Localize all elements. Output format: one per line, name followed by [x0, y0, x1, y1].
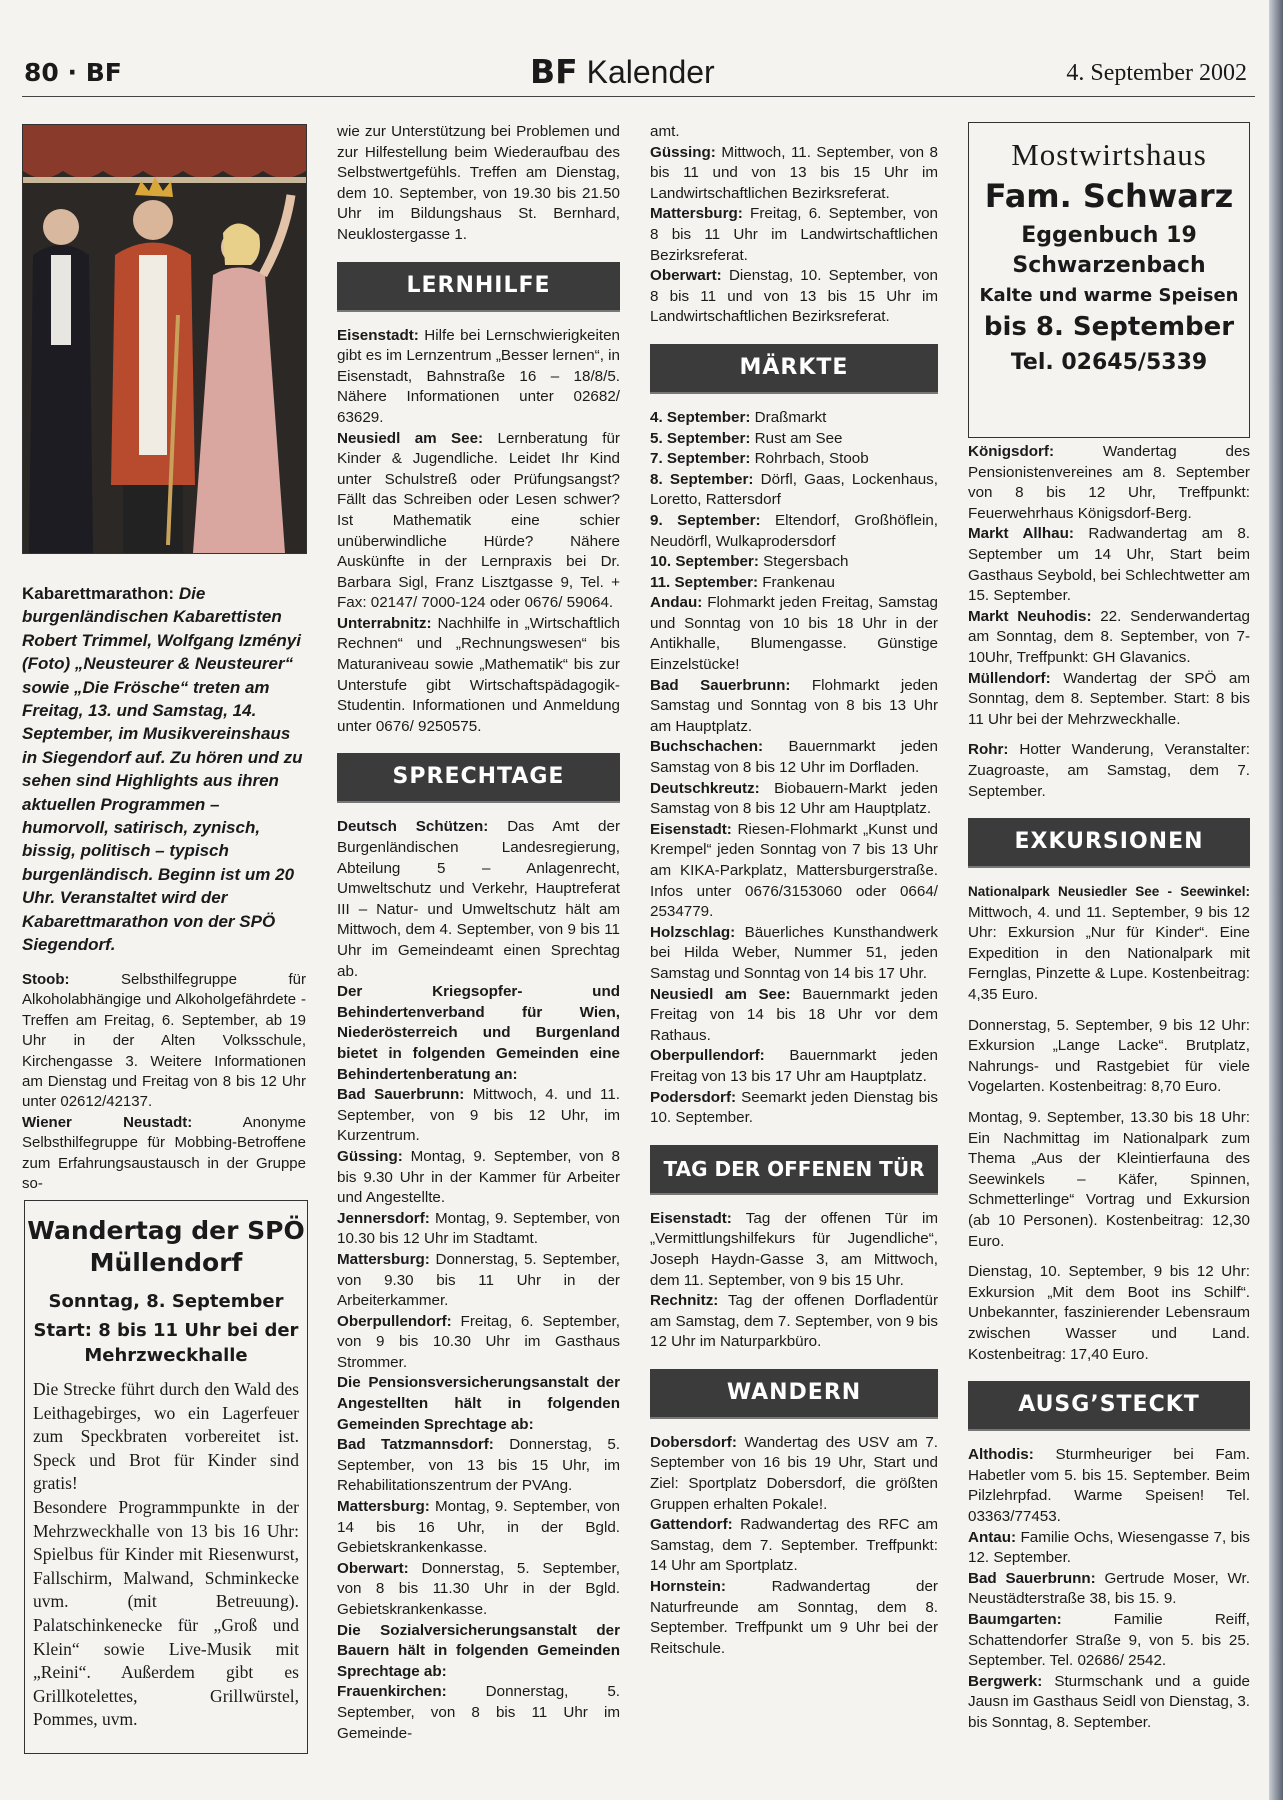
ad-start: Start: 8 bis 11 Uhr bei der Mehrzweckhalle — [33, 1320, 299, 1366]
ad-date: Sonntag, 8. September — [48, 1291, 284, 1312]
entry — [337, 614, 620, 738]
entry-date: 7. September: — [650, 450, 751, 468]
section-band-lernhilfe: LERNHILFE — [337, 262, 620, 312]
section-title: Kalender — [586, 54, 715, 90]
entry-text: Frankenau — [758, 573, 835, 591]
entry-text: Donnerstag, 5. September, von 13 bis 15 Uhr, im Rehabilitationszentrum der PVAng. — [337, 1436, 620, 1495]
entry-text: Donnerstag, 5. September, von 8 bis 11.30 Uhr in der Bgld. Gebietskrankenkasse. — [337, 1559, 620, 1618]
entry-text: Tag der offenen Tür im „Vermittlungshilfekurs für Jugendliche“, Joseph Haydn-Gasse 3, am Mittwoch, dem 11. September, von 9 bis 15 Uhr. — [650, 1209, 938, 1289]
entry-bold: Die Pensionsversicherungsanstalt der Angestellten hält in folgenden Gemeinden Sprechtage ab: — [337, 1374, 620, 1433]
entry-text: Montag, 9. September, von 10.30 bis 12 Uhr im Stadtamt. — [337, 1209, 620, 1248]
entry: Donnerstag, 5. September, 9 bis 12 Uhr: Exkursion „Lange Lacke“. Brutplatz, Nahrungs- und Rastgebiet für viele Vogelarten. Kostenbeitrag: 8,70 Euro. — [968, 1016, 1250, 1096]
entry-text: Radwandertag am 8. September um 14 Uhr, Start beim Gasthaus Seybold, bei Schlechtwetter am 15. September. — [968, 525, 1250, 605]
entry — [337, 429, 620, 614]
entry-date: 9. September: — [650, 511, 761, 529]
entry-place: Oberpullendorf: — [337, 1312, 452, 1330]
ad-mostwirtshaus — [968, 122, 1250, 438]
entry — [968, 1445, 1250, 1527]
entry — [650, 1515, 938, 1577]
entry-heading — [337, 982, 620, 1085]
entry-text: Selbsthilfegruppe für Alkoholabhängige und Alkoholgefährdete - Treffen am Freitag, 6. September, ab 19 Uhr in der Alten Volksschule, Kirchengasse 3. Weitere Informationen am Dienstag und Freitag von 8 bis 12 Uhr unter 02612/42137. — [22, 971, 306, 1111]
ad-body — [25, 1378, 307, 1732]
ad-paragraph: Besondere Programmpunkte in der Mehrzweckhalle von 13 bis 16 Uhr: Spielbus für Kinder mit Riesenwurst, Fallschirm, Malwand, Schminkecke uvm. (mit Betreuung). Palatschinkenecke für „Groß und Klein“ sowie Live-Musik mit „Reini“. Außerdem gibt es Grillkotelettes, Grillwürstel, Pommes, uvm. — [33, 1496, 299, 1730]
entry-place: Baumgarten: — [968, 1610, 1062, 1628]
entry-place: Bad Tatzmannsdorf: — [337, 1436, 494, 1454]
entry-place: Königsdorf: — [968, 443, 1055, 460]
entry-place: Oberwart: — [650, 267, 722, 285]
section-band-exkursionen: EXKURSIONEN — [968, 818, 1250, 868]
entry-place: Deutsch Schützen: — [337, 818, 489, 836]
entry — [968, 1569, 1250, 1610]
section-band-sprechtage: SPRECHTAGE — [337, 753, 620, 803]
entry-text: Freitag, 6. September, von 9 bis 10.30 Uhr im Gasthaus Strommer. — [337, 1312, 620, 1371]
entry — [650, 923, 938, 985]
entry-text: Radwandertag des RFC am Samstag, dem 7. September. Treffpunkt: 14 Uhr am Sportplatz. — [650, 1516, 938, 1575]
ad-line: Kalte und warme Speisen — [979, 285, 1239, 306]
entry-place: Markt Allhau: — [968, 525, 1074, 543]
entry — [968, 740, 1250, 802]
entry — [650, 1577, 938, 1659]
entry-text: Rust am See — [750, 429, 843, 447]
entry-place: Rechnitz: — [650, 1292, 719, 1310]
entry — [650, 1433, 938, 1515]
entry — [337, 817, 620, 982]
entry-text: Biobauern-Markt jeden Samstag von 8 bis 12 Uhr am Hauptplatz. — [650, 779, 938, 818]
entry-text: Bäuerliches Kunsthandwerk bei Hilda Weber, Nummer 51, jeden Samstag und Sonntag von 14 bis 17 Uhr. — [650, 923, 938, 982]
entry-text: Stegersbach — [758, 553, 849, 571]
entry-place: Eisenstadt: — [337, 326, 419, 344]
photo-illustration — [23, 125, 306, 553]
ad-phone: Tel. 02645/5339 — [1010, 350, 1208, 375]
kabarett-caption — [22, 582, 306, 957]
entry-place: Buchschachen: — [650, 738, 764, 756]
entry-text: Gertrude Moser, Wr. Neustädterstraße 38, bis 15. 9. — [968, 1569, 1250, 1608]
entry-text: Hotter Wanderung, Veranstalter: Zuagroaste, am Samstag, dem 7. September. — [968, 741, 1250, 800]
entry — [650, 511, 938, 552]
entry-place: Bad Sauerbrunn: — [968, 1569, 1096, 1587]
entry-place: Güssing: — [337, 1147, 403, 1165]
entry — [968, 1610, 1250, 1672]
entry-bold: Die Sozialversicherungsanstalt der Bauern hält in folgenden Gemeinden Sprechtage ab: — [337, 1621, 620, 1680]
entry-place: Althodis: — [968, 1446, 1034, 1464]
entry — [650, 552, 938, 573]
entry-place: Hornstein: — [650, 1578, 726, 1596]
entry — [968, 1672, 1250, 1734]
entry-date: 10. September: — [650, 553, 759, 571]
entry — [650, 204, 938, 266]
entry-place: Bad Sauerbrunn: — [337, 1086, 465, 1104]
section-header — [530, 52, 715, 91]
entry-place: Eisenstadt: — [650, 1209, 732, 1227]
caption-text: Die burgenländischen Kabarettisten Robert Trimmel, Wolfgang Izményi (Foto) „Neusteurer & Neusteurer“ sowie „Die Frösche“ treten am Freitag, 13. und Samstag, 14. September, im Musikvereinshaus in Siegendorf auf. Zu hören und zu sehen sind Highlights aus ihren aktuellen Programmen – humorvoll, satirisch, zynisch, bissig, politisch – typisch burgenländisch. Beginn ist um 20 Uhr. Veranstaltet wird der Kabarettmarathon von der SPÖ Siegendorf. — [22, 584, 303, 955]
ad-line: Eggenbuch 19 — [1021, 223, 1197, 248]
entry-place: Neusiedl am See: — [650, 985, 791, 1003]
column-1-entries — [22, 970, 306, 1194]
entry — [968, 882, 1250, 1006]
entry-place: Mattersburg: — [337, 1250, 430, 1268]
entry-text: Familie Ochs, Wiesengasse 7, bis 12. September. — [968, 1528, 1250, 1567]
section-band-offene-tuer: TAG DER OFFENEN TÜR — [650, 1145, 938, 1195]
entry — [337, 1682, 620, 1744]
entry — [650, 266, 938, 328]
entry — [650, 408, 938, 429]
entry-place: Rohr: — [968, 741, 1009, 759]
entry-place: Andau: — [650, 594, 703, 612]
entry-text: Mittwoch, 4. und 11. September, von 9 bis 12 Uhr, im Kurzentrum. — [337, 1086, 620, 1145]
entry-text: Flohmarkt jeden Freitag, Samstag und Sonntag von 10 bis 18 Uhr in der Antikhalle, Blumengasse. Günstige Einzelstücke! — [650, 594, 938, 674]
entry-text: Lernberatung für Kinder & Jugendliche. Leidet Ihr Kind unter Schulstreß oder Prüfungsangst? Fällt das Schreiben oder Lesen schwer? Ist Mathematik eine schier unüberwindliche Hürde? Nähere Auskünfte in der Lernpraxis bei Dr. Barbara Sigl, Franz Lisztgasse 9, Tel. + Fax: 02147/ 7000-124 oder 0676/ 59064. — [337, 429, 620, 612]
entry — [650, 1046, 938, 1087]
entry-place: Mattersburg: — [337, 1498, 430, 1516]
entry-place: Bad Sauerbrunn: — [650, 676, 791, 694]
entry-text: Sturmschank und a guide Jausn im Gasthaus Seidl von Dienstag, 3. bis Sonntag, 8. September. — [968, 1672, 1250, 1731]
entry-wiener-neustadt — [22, 1113, 306, 1195]
section-band-ausgsteckt: AUSG’STECKT — [968, 1381, 1250, 1431]
entry-text: Dörfl, Gaas, Lockenhaus, Loretto, Rattersdorf — [650, 470, 938, 509]
entry-place: Mattersburg: — [650, 205, 743, 223]
ad-line: Mostwirtshaus — [1011, 137, 1207, 172]
entry-text: Mittwoch, 4. und 11. September, 9 bis 12 Uhr: Exkursion „Nur für Kinder“. Eine Expedition in den Nationalpark mit Fernglas, Pinzette & Lupe. Kostenbeitrag: 4,35 Euro. — [968, 903, 1250, 1004]
entry-text: Montag, 9. September, von 8 bis 9.30 Uhr in der Kammer für Arbeiter und Angestellte. — [337, 1147, 620, 1207]
entry-place: Unterrabnitz: — [337, 614, 432, 632]
ad-line: Schwarzenbach — [1012, 253, 1206, 278]
entry-place: Gattendorf: — [650, 1516, 733, 1534]
entry-place: Neusiedl am See: — [337, 429, 484, 447]
entry — [337, 1435, 620, 1497]
section-band-wandern: WANDERN — [650, 1369, 938, 1419]
entry-text: Bauernmarkt jeden Freitag von 13 bis 17 Uhr am Hauptplatz. — [650, 1047, 938, 1085]
entry-place: Jennersdorf: — [337, 1209, 430, 1227]
column-2 — [337, 122, 620, 1744]
entry-place: Deutschkreutz: — [650, 779, 760, 797]
entry-place: Antau: — [968, 1528, 1017, 1546]
entry-date: 4. September: — [650, 408, 751, 426]
entry-text: Hilfe bei Lernschwierigkeiten gibt es im Lernzentrum „Besser lernen“, in Eisenstadt, Bahnstraße 16 – 18/8/5. Nähere Informationen unter 02682/ 63629. — [337, 326, 620, 426]
entry-text: Familie Reiff, Schattendorfer Straße 9, von 5. bis 25. September. Tel. 02686/ 2542. — [968, 1610, 1250, 1670]
entry-place: Müllendorf: — [968, 669, 1051, 687]
entry-text: Wandertag der SPÖ am Sonntag, dem 8. September. Start: 8 bis 11 Uhr bei der Mehrzweckhalle. — [968, 669, 1250, 728]
entry-date: 8. September: — [650, 470, 754, 488]
entry-place: Bergwerk: — [968, 1672, 1043, 1690]
entry — [337, 1250, 620, 1312]
entry — [968, 607, 1250, 669]
entry — [650, 820, 938, 923]
entry — [968, 1528, 1250, 1569]
entry-text: Freitag, 6. September, von 8 bis 11 Uhr im Landwirtschaftlichen Bezirksreferat. — [650, 205, 938, 264]
entry-text: Tag der offenen Dorfladentür am Samstag, dem 7. September, von 9 bis 12 Uhr im Naturparkbüro. — [650, 1292, 938, 1351]
entry — [968, 669, 1250, 731]
page-number: 80 · BF — [24, 58, 122, 87]
entry: Montag, 9. September, 13.30 bis 18 Uhr: Ein Nachmittag im Nationalpark zum Thema „Aus der Kleintierfauna des Seewinkels – Käfer, Spinnen, Schmetterlinge“ Vortrag und Exkursion (ab 10 Personen). Kostenbeitrag: 12,30 Euro. — [968, 1109, 1250, 1250]
entry-text: Bauernmarkt jeden Samstag von 8 bis 12 Uhr im Dorfladen. — [650, 738, 938, 777]
ad-line: Fam. Schwarz — [984, 177, 1234, 215]
entry-place: Frauenkirchen: — [337, 1683, 447, 1701]
entry-text: Dienstag, 10. September, von 8 bis 11 und von 13 bis 15 Uhr im Landwirtschaftlichen Bezirksreferat. — [650, 267, 938, 326]
entry-text: Nachhilfe in „Wirtschaftlich Rechnen“ und „Rechnungswesen“ bis Maturaniveau sowie „Mathematik“ bis zur Unterstufe gibt Wirtschaftspädagogik-Studentin. Informationen und Anmeldung unter 0676/ 9250575. — [337, 614, 620, 735]
continued-text: wie zur Unterstützung bei Problemen und zur Hilfestellung beim Wiederaufbau des Selbstwertgefühls. Treffen am Dienstag, dem 10. September, von 19.30 bis 21.50 Uhr im Bildungshaus St. Bernhard, Neuklostergasse 1. — [337, 123, 620, 243]
entry — [650, 985, 938, 1047]
caption-lead: Kabarettmarathon: — [22, 584, 175, 603]
entry-text: Das Amt der Burgenländischen Landesregierung, Abteilung 5 – Anlagenrecht, Umweltschutz und Verkehr, Hauptreferat III – Natur- und Umweltschutz hält am Mittwoch, dem 4. September, von 9 bis 11 Uhr im Gemeindeamt einen Sprechtag ab. — [337, 818, 621, 980]
ad-paragraph: Die Strecke führt durch den Wald des Leithagebirges, wo ein Lagerfeuer zum Speckbraten vorbereitet ist. Speck und Brot für Kinder sind gratis! — [33, 1379, 299, 1494]
entry — [650, 676, 938, 738]
entry — [650, 1209, 938, 1291]
entry-text: Flohmarkt jeden Samstag und Sonntag von 8 bis 13 Uhr am Hauptplatz. — [650, 676, 938, 735]
entry-place: Dobersdorf: — [650, 1433, 737, 1451]
entry-text: Wandertag des USV am 7. September von 16 bis 19 Uhr, Start und Ziel: Sportplatz Dobersdorf, die größten Gruppen erhalten Pokale!. — [650, 1433, 938, 1513]
entry-text: 22. Senderwandertag am Sonntag, dem 8. September, von 7-10Uhr, Treffpunkt: GH Glavanics. — [968, 607, 1250, 666]
ad-line: bis 8. September — [983, 312, 1235, 342]
entry-text: Donnerstag, 5. September, von 9.30 bis 11 Uhr in der Arbeiterkammer. — [337, 1250, 620, 1310]
entry — [968, 442, 1250, 524]
entry-text: Seemarkt jeden Dienstag bis 10. September. — [650, 1088, 938, 1127]
entry — [650, 449, 938, 470]
entry — [650, 593, 938, 675]
entry: Dienstag, 10. September, 9 bis 12 Uhr: Exkursion „Mit dem Boot ins Schilf“. Unbekannter, faszinierender Lebensraum zwischen Wasser und Land. Kostenbeitrag: 17,40 Euro. — [968, 1263, 1250, 1363]
entry — [650, 737, 938, 778]
header-rule — [22, 96, 1255, 97]
continued-text: amt. — [650, 123, 680, 140]
entry-place: Oberwart: — [337, 1559, 409, 1577]
issue-date: 4. September 2002 — [1066, 60, 1247, 86]
entry-text: Radwandertag der Naturfreunde am Sonntag, dem 8. September. Treffpunkt um 9 Uhr bei der Reitschule. — [650, 1578, 938, 1657]
entry-place: Eisenstadt: — [650, 820, 732, 838]
entry-place: Markt Neuhodis: — [968, 607, 1092, 625]
entry-heading — [337, 1621, 620, 1683]
entry-place: Holzschlag: — [650, 923, 736, 941]
entry — [968, 524, 1250, 606]
entry-place: Oberpullendorf: — [650, 1047, 765, 1065]
entry — [650, 573, 938, 594]
entry — [337, 1559, 620, 1621]
ad-title: Wandertag der SPÖ Müllendorf — [27, 1216, 305, 1277]
entry-place: Stoob: — [22, 971, 70, 988]
entry-date: 5. September: — [650, 429, 751, 447]
entry — [337, 326, 620, 429]
entry-text: Wandertag des Pensionistenvereines am 8. September von 8 bis 12 Uhr, Treffpunkt: Feuerwehrhaus Königsdorf-Berg. — [968, 443, 1250, 522]
entry-place: Podersdorf: — [650, 1088, 737, 1106]
ad-wandertag-muellendorf — [24, 1200, 308, 1754]
section-band-maerkte: MÄRKTE — [650, 344, 938, 394]
entry-bold: Der Kriegsopfer- und Behindertenverband für Wien, Niederösterreich und Burgenland bietet in folgenden Gemeinden eine Behindertenberatung an: — [337, 983, 620, 1083]
entry — [337, 1147, 620, 1209]
entry — [650, 143, 938, 205]
bf-logo: BF — [530, 52, 578, 91]
entry — [650, 1088, 938, 1129]
kabarett-photo — [22, 124, 307, 554]
column-3 — [650, 122, 938, 1659]
entry-text: Mittwoch, 11. September, von 8 bis 11 und von 13 bis 15 Uhr im Landwirtschaftlichen Bezirksreferat. — [650, 143, 938, 202]
entry — [650, 470, 938, 511]
entry-place: Wiener Neustadt: — [22, 1113, 193, 1131]
page-edge — [1269, 0, 1283, 1800]
entry-date: 11. September: — [650, 573, 759, 591]
entry-text: Riesen-Flohmarkt „Kunst und Krempel“ jeden Sonntag von 7 bis 13 Uhr am KIKA-Parkplatz, Mattersburgerstraße. Infos unter 0676/3153060 oder 0664/ 2534779. — [650, 820, 938, 921]
entry-text: Draßmarkt — [750, 408, 827, 426]
entry-stoob — [22, 970, 306, 1113]
entry — [650, 1291, 938, 1353]
entry-place: Nationalpark Neusiedler See - Seewinkel: — [968, 884, 1250, 900]
entry-text: Sturmheuriger bei Fam. Habetler vom 5. bis 15. September. Beim Pilzlehrpfad. Warme Speisen! Tel. 03363/77453. — [968, 1446, 1250, 1525]
entry — [337, 1312, 620, 1374]
entry-text: Anonyme Selbsthilfegruppe für Mobbing-Betroffene zum Erfahrungsaustausch in der Gruppe so- — [22, 1113, 306, 1193]
entry — [650, 779, 938, 820]
entry-place: Güssing: — [650, 143, 716, 161]
entry-text: Donnerstag, 5. September, von 8 bis 11 Uhr im Gemeinde- — [337, 1683, 620, 1742]
entry — [337, 1085, 620, 1147]
entry-text: Bauernmarkt jeden Freitag von 14 bis 18 Uhr vor dem Rathaus. — [650, 985, 938, 1044]
entry-heading — [337, 1373, 620, 1435]
entry-text: Eltendorf, Großhöflein, Neudörfl, Wulkaprodersdorf — [650, 511, 938, 550]
entry — [337, 1497, 620, 1559]
entry — [337, 1209, 620, 1250]
entry-text: Rohrbach, Stoob — [750, 450, 869, 468]
entry — [650, 429, 938, 450]
column-4 — [968, 442, 1250, 1733]
entry-text: Montag, 9. September, von 14 bis 16 Uhr, in der Bgld. Gebietskrankenkasse. — [337, 1498, 620, 1557]
